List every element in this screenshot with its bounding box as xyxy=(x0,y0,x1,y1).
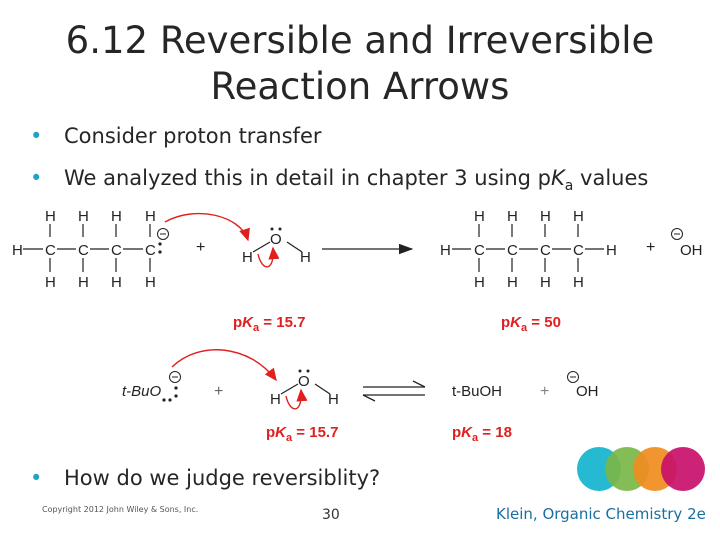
water-molecule xyxy=(242,231,311,266)
atom-h: H xyxy=(328,391,339,408)
textbook-title: Klein, Organic Chemistry xyxy=(496,505,688,523)
plus-sign: + xyxy=(214,383,224,400)
negative-charge xyxy=(672,229,683,240)
hydroxide: OH xyxy=(576,383,599,400)
bullet-marker: • xyxy=(30,166,43,190)
title-line-1: 6.12 Reversible and Irreversible xyxy=(65,19,655,62)
atom-h: H xyxy=(300,249,311,266)
electron-arrow xyxy=(165,214,248,240)
bullet-marker: • xyxy=(30,466,43,490)
bullet-3-text: How do we judge reversiblity? xyxy=(64,466,381,490)
atom-h: H xyxy=(45,208,56,225)
plus-sign: + xyxy=(540,383,550,400)
atom-h: H xyxy=(145,208,156,225)
tbutoxide: t-BuO xyxy=(122,383,162,400)
plus-sign: + xyxy=(196,239,206,256)
bullet-2-text-pre: We analyzed this in detail in chapter 3 using p xyxy=(64,166,551,190)
bullet-marker: • xyxy=(30,124,43,148)
textbook-credit xyxy=(496,505,706,523)
negative-charge xyxy=(170,372,181,383)
page-number: 30 xyxy=(322,507,340,523)
atom-c: C xyxy=(474,242,485,259)
pka-water-label: $pK_a = 15.7$ xyxy=(266,424,339,444)
atom-o: O xyxy=(270,231,282,248)
atom-c: C xyxy=(573,242,584,259)
negative-charge xyxy=(158,229,169,240)
atom-h: H xyxy=(270,391,281,408)
atom-h: H xyxy=(507,208,518,225)
textbook-edition: 2e xyxy=(687,505,706,523)
atom-h: H xyxy=(45,274,56,291)
carbon-chain xyxy=(12,242,156,259)
atom-h: H xyxy=(12,242,23,259)
bottom-hydrogens xyxy=(45,274,156,291)
atom-h: H xyxy=(440,242,451,259)
atom-h: H xyxy=(540,208,551,225)
bullet-2-k: K xyxy=(551,166,565,190)
equilibrium-arrows xyxy=(363,381,425,401)
hydroxide: OH xyxy=(680,242,703,259)
atom-h: H xyxy=(474,274,485,291)
atom-h: H xyxy=(606,242,617,259)
lone-pair-dots xyxy=(158,242,161,253)
lone-pair-dots xyxy=(162,386,177,401)
atom-h: H xyxy=(242,249,253,266)
atom-h: H xyxy=(78,208,89,225)
tbutanol: t-BuOH xyxy=(452,383,503,400)
bullet-2-text-post: values xyxy=(573,166,649,190)
negative-charge xyxy=(568,372,579,383)
atom-h: H xyxy=(573,208,584,225)
atom-h: H xyxy=(474,208,485,225)
atom-h: H xyxy=(78,274,89,291)
atom-h: H xyxy=(507,274,518,291)
electron-arrow xyxy=(172,350,276,380)
atom-h: H xyxy=(573,274,584,291)
top-hydrogens xyxy=(45,208,156,225)
water-molecule xyxy=(270,373,339,408)
bullet-2-a: a xyxy=(564,178,574,195)
pka-tbutanol-label: $pK_a = 18$ xyxy=(452,424,512,444)
pka-alkane-label: $pK_a = 50$ xyxy=(501,314,561,334)
atom-o: O xyxy=(298,373,310,390)
atom-h: H xyxy=(111,274,122,291)
atom-h: H xyxy=(145,274,156,291)
atom-c: C xyxy=(78,242,89,259)
atom-c: C xyxy=(45,242,56,259)
atom-c: C xyxy=(540,242,551,259)
title-line-2: Reaction Arrows xyxy=(210,65,510,108)
copyright-notice: Copyright 2012 John Wiley & Sons, Inc. xyxy=(42,505,199,514)
electron-arrow xyxy=(258,248,273,267)
electron-arrow xyxy=(286,390,301,409)
atom-h: H xyxy=(540,274,551,291)
bullet-1-text: Consider proton transfer xyxy=(64,124,322,148)
pka-water-label: $pK_a = 15.7$ xyxy=(233,314,306,334)
atom-c: C xyxy=(145,242,156,259)
plus-sign: + xyxy=(646,239,656,256)
atom-c: C xyxy=(507,242,518,259)
atom-h: H xyxy=(111,208,122,225)
atom-c: C xyxy=(111,242,122,259)
wiley-logo xyxy=(577,447,707,493)
